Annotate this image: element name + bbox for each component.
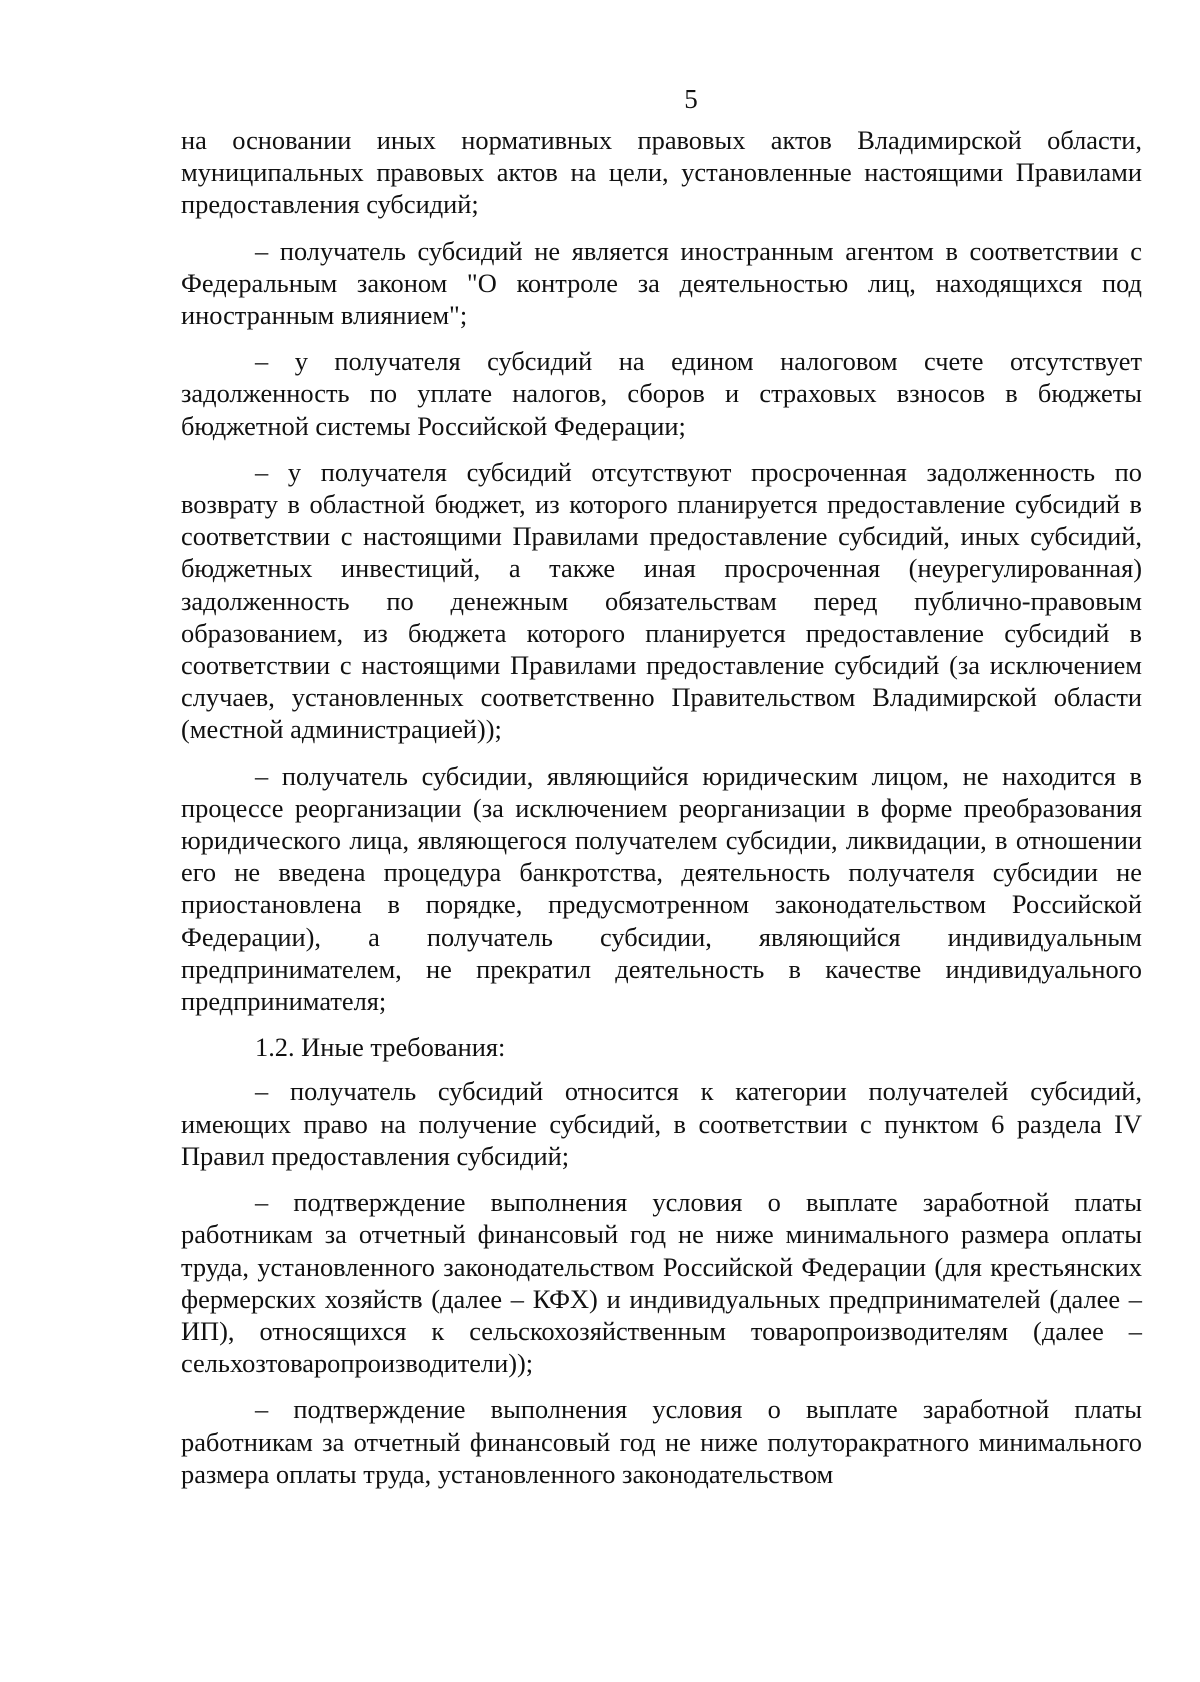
section-heading: 1.2. Иные требования:	[255, 1032, 506, 1063]
paragraph-overdue-debt: – у получателя субсидий отсутствуют просроченная задолженность по возврату в областной бюджет, из которого планируется предоставление субсидий в соответствии с настоящими Правилами предоставление субсидий, иных субсидий, бюджетных инвестиций, а также иная просроченная (неурегулированная) задолженность по денежным обязательствам перед публично-правовым образованием, из бюджета которого планируется предоставление субсидий в соответствии с настоящими Правилами предоставление субсидий (за исключением случаев, установленных соответственно Правительством Владимирской области (местной администрацией));	[181, 456, 1142, 745]
paragraph-category: – получатель субсидий относится к категории получателей субсидий, имеющих право на получение субсидий, в соответствии с пунктом 6 раздела IV Правил предоставления субсидий;	[181, 1076, 1142, 1171]
document-body	[181, 124, 1142, 1504]
paragraph-wage-minimum: – подтверждение выполнения условия о выплате заработной платы работникам за отчетный финансовый год не ниже минимального размера оплаты труда, установленного законодательством Российской Федерации (для крестьянских фермерских хозяйств (далее – КФХ) и индивидуальных предпринимателей (далее – ИП), относящихся к сельскохозяйственным товаропроизводителям (далее – сельхозтоваропроизводители));	[181, 1187, 1142, 1379]
paragraph-tax-debt: – у получателя субсидий на едином налоговом счете отсутствует задолженность по уплате налогов, сборов и страховых взносов в бюджеты бюджетной системы Российской Федерации;	[181, 346, 1142, 441]
page-number: 5	[684, 84, 698, 114]
paragraph-wage-one-and-half: – подтверждение выполнения условия о выплате заработной платы работникам за отчетный финансовый год не ниже полуторакратного минимального размера оплаты труда, установленного законодательством	[181, 1394, 1142, 1489]
paragraph-foreign-agent: – получатель субсидий не является иностранным агентом в соответствии с Федеральным законом "О контроле за деятельностью лиц, находящихся под иностранным влиянием";	[181, 235, 1142, 331]
paragraph-reorganization: – получатель субсидии, являющийся юридическим лицом, не находится в процессе реорганизации (за исключением реорганизации в форме преобразования юридического лица, являющегося получателем субсидии, ликвидации, в отношении его не введена процедура банкротства, деятельность получателя субсидии не приостановлена в порядке, предусмотренном законодательством Российской Федерации), а получатель субсидии, являющийся индивидуальным предпринимателем, не прекратил деятельность в качестве индивидуального предпринимателя;	[181, 760, 1142, 1017]
paragraph-continuation: на основании иных нормативных правовых актов Владимирской области, муниципальных правовых актов на цели, установленные настоящими Правилами предоставления субсидий;	[181, 125, 1142, 220]
